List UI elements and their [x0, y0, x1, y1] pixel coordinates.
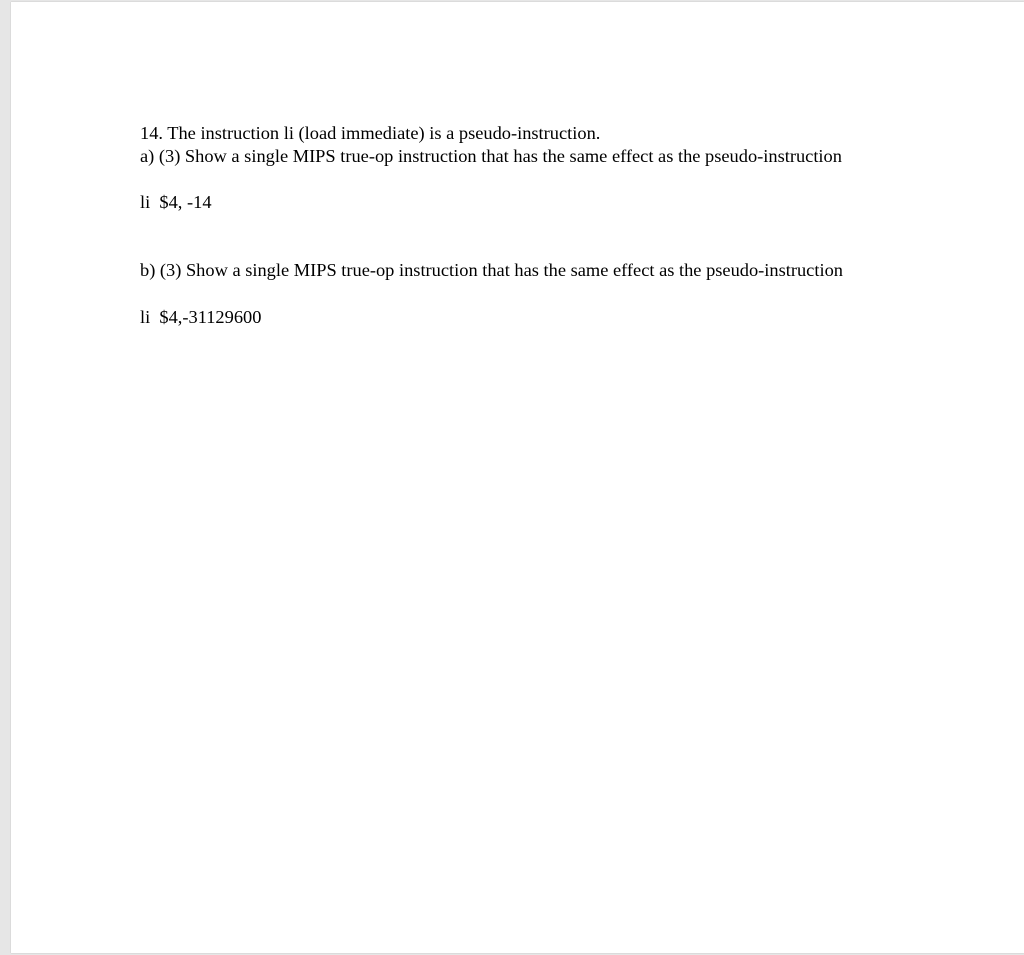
- part-b-prompt: b) (3) Show a single MIPS true-op instruction that has the same effect as the pseudo-instruction: [140, 260, 843, 280]
- question-heading: 14. The instruction li (load immediate) is a pseudo-instruction.: [140, 123, 601, 143]
- part-b-code: li $4,-31129600: [140, 307, 262, 327]
- part-a-code: li $4, -14: [140, 192, 212, 212]
- document-page: [11, 2, 1024, 953]
- part-a-prompt: a) (3) Show a single MIPS true-op instruction that has the same effect as the pseudo-instruction: [140, 146, 842, 166]
